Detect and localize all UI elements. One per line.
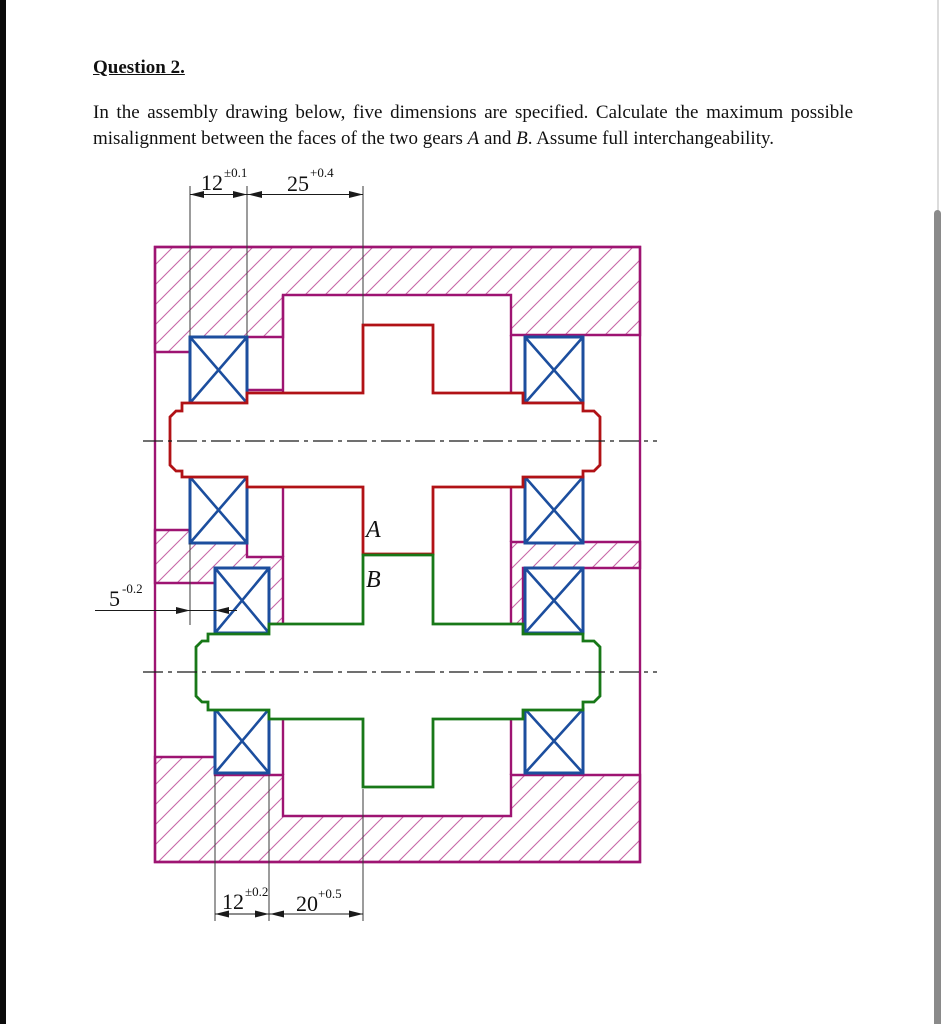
dim-upper-bearing-to-gear-value: 25 [287,171,309,196]
question-text: misalignment between the faces of the two gears [93,127,468,149]
gear-b-label: B [366,567,381,593]
dim-lower-bearing-to-gear-value: 20 [296,891,318,916]
dim-upper-bearing-width-tolerance: ±0.1 [224,165,248,180]
question-text-line1: In the assembly drawing below, five dimensions are specified. Calculate the maximum possible [93,102,853,123]
scrollbar-track[interactable] [937,0,939,212]
question-title: Question 2. [93,57,185,78]
question-text: . Assume full interchangeability. [527,127,774,149]
gear-a-reference: A [467,127,480,149]
scrollbar-thumb[interactable] [934,210,941,1024]
dim-upper-bearing-to-gear-tolerance: +0.4 [310,165,334,180]
question-text: and [479,127,517,149]
gear-a-label: A [366,517,381,543]
dim-left-shoulder-value: 5 [109,586,120,611]
dim-lower-bearing-width-value: 12 [222,889,244,914]
dim-left-shoulder-tolerance: -0.2 [122,581,143,596]
gear-b-reference: B [516,127,528,149]
dim-lower-bearing-width-tolerance: ±0.2 [245,884,269,899]
dim-upper-bearing-width-value: 12 [201,170,223,195]
dim-lower-bearing-to-gear-tolerance: +0.5 [318,886,342,901]
